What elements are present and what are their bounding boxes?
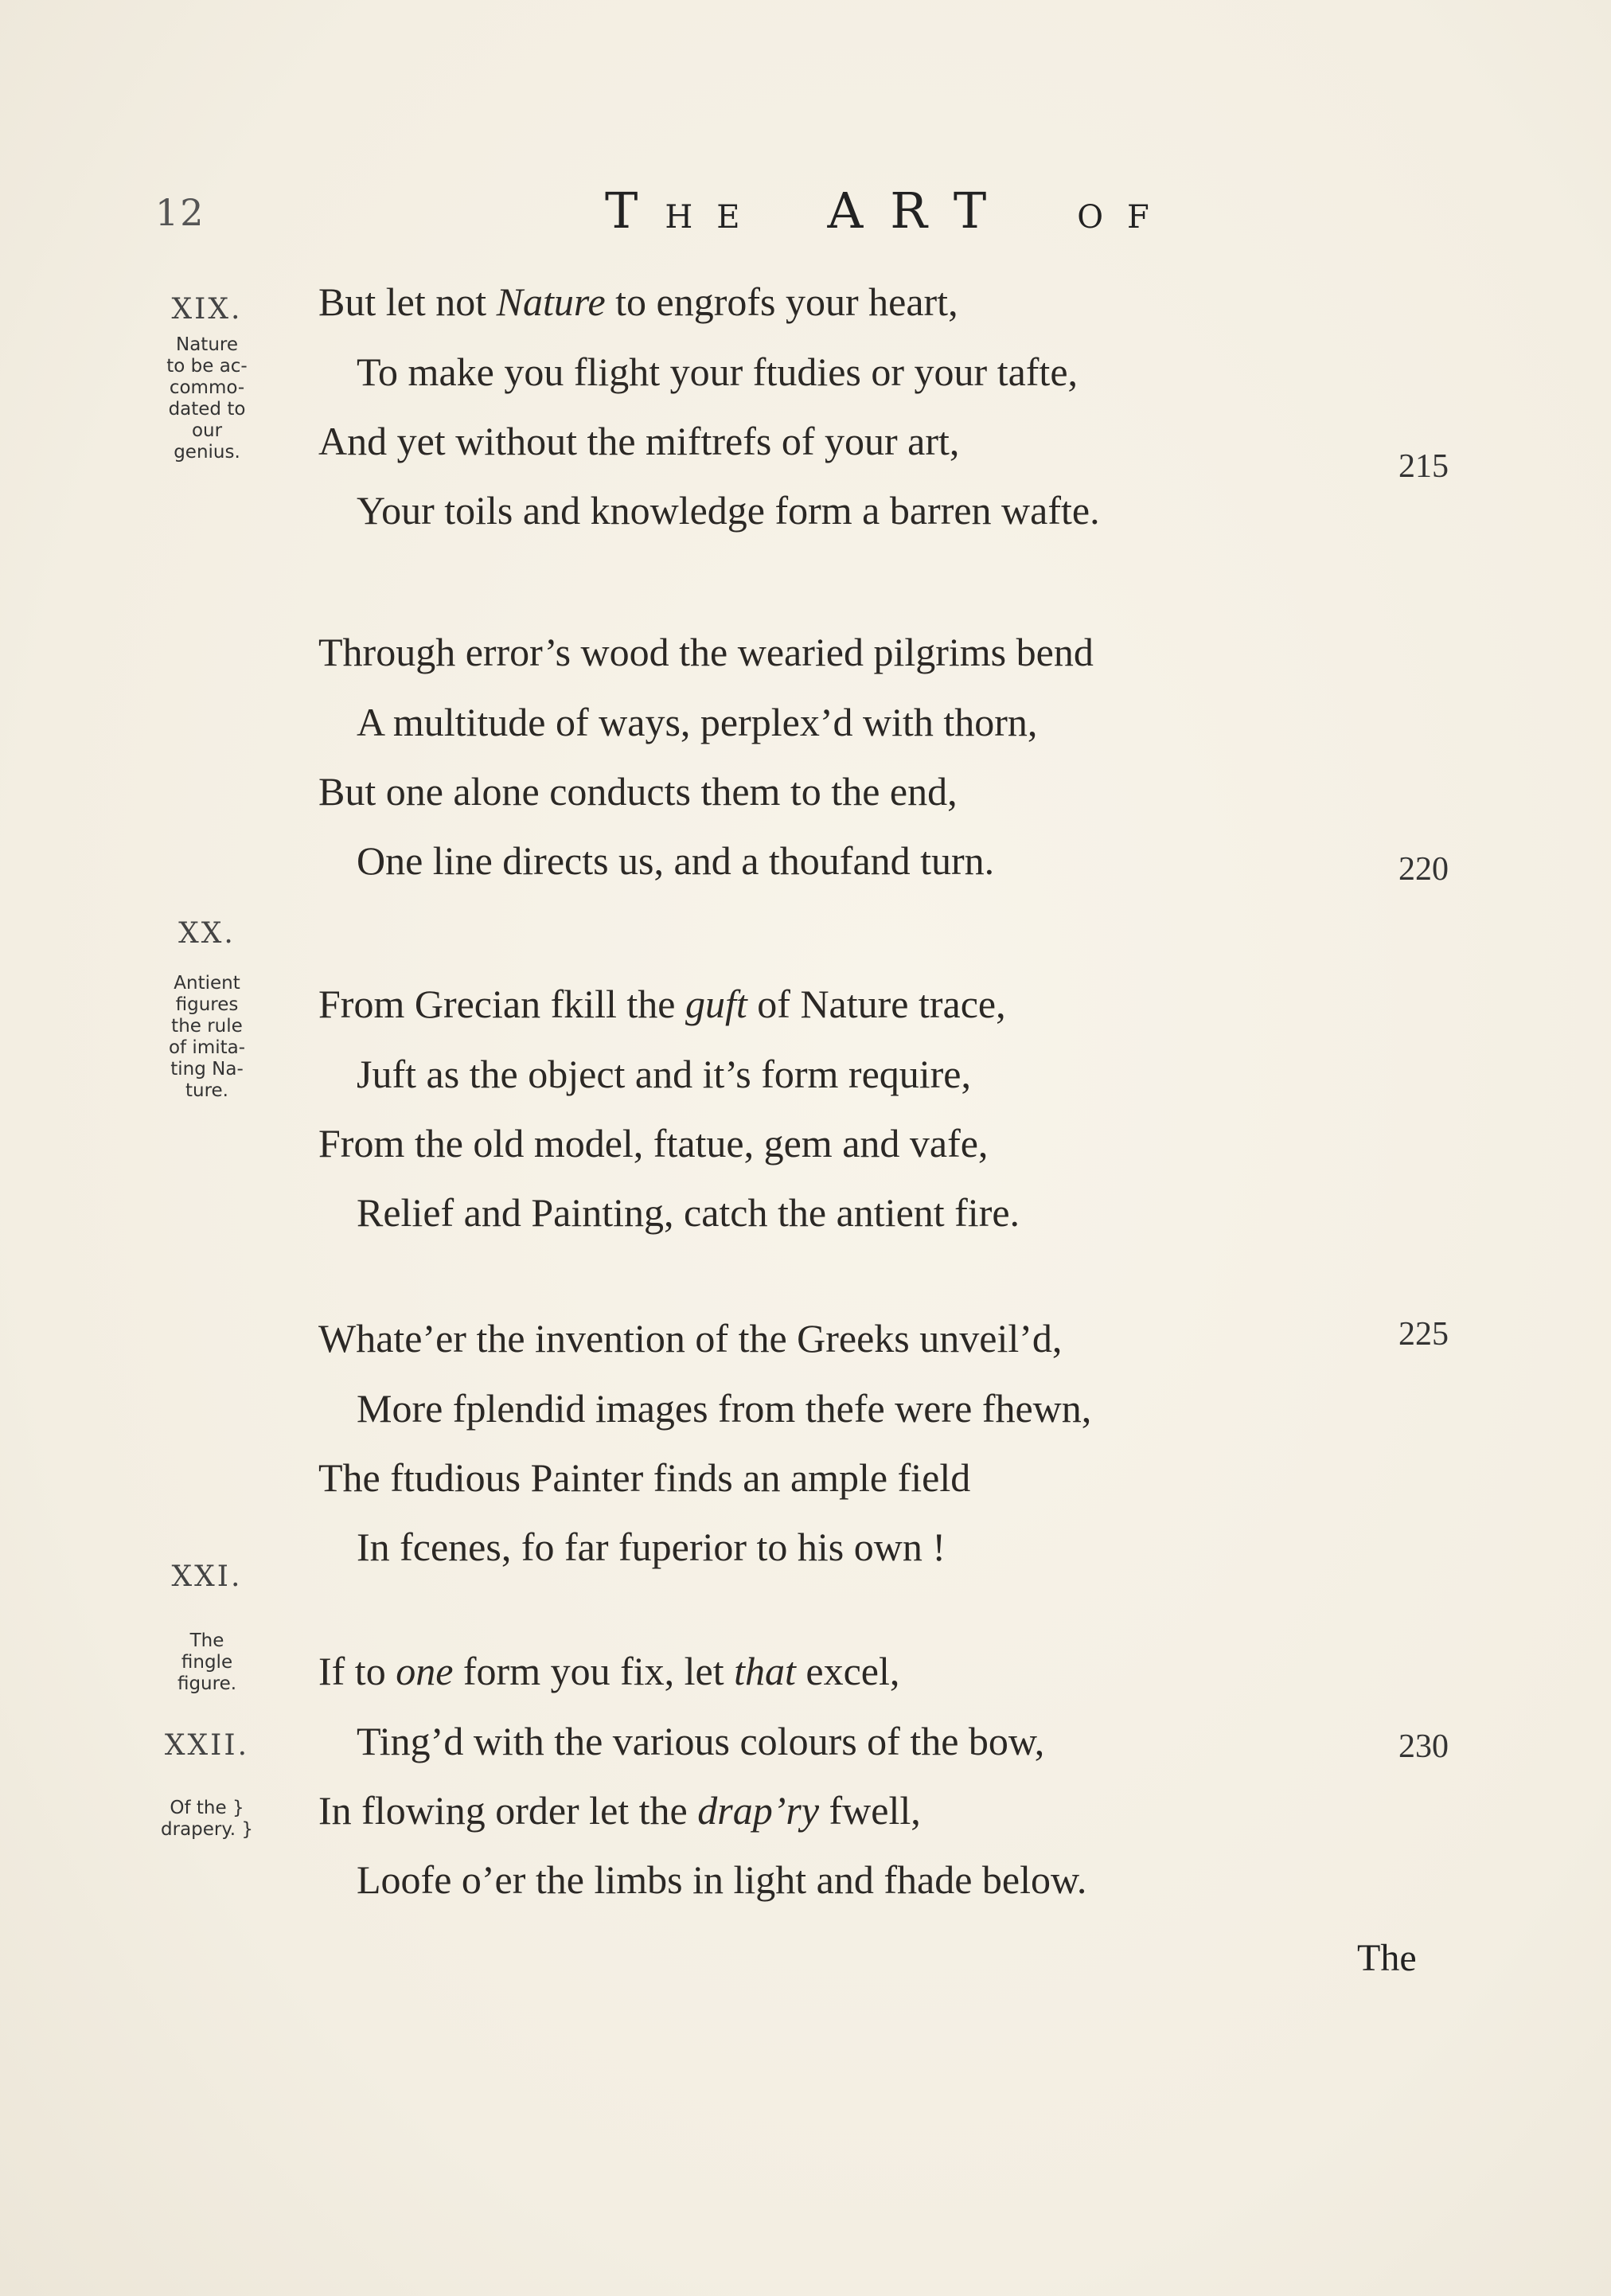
line-number-230: 230	[1398, 1728, 1449, 1765]
italic-word: that	[734, 1649, 796, 1693]
italic-word: guft	[685, 982, 747, 1026]
running-head-word-1: THE	[605, 182, 764, 240]
verse-line: And yet without the miftrefs of your art,	[318, 419, 960, 463]
running-head-word-3: OF	[1077, 199, 1173, 236]
verse-line: From the old model, ftatue, gem and vafe,	[318, 1121, 989, 1166]
verse-line: To make you flight your ftudies or your tafte,	[357, 349, 1079, 394]
verse-line: One line directs us, and a thoufand turn.	[357, 838, 995, 883]
verse-line: But one alone conducts them to the end,	[318, 769, 958, 814]
verse-line: Juft as the object and it’s form require,	[357, 1052, 971, 1096]
verse-line: Ting’d with the various colours of the bow,	[357, 1719, 1045, 1763]
stanza-numeral-xxi: XXI.	[171, 1560, 243, 1593]
italic-word: Nature	[496, 279, 606, 324]
line-number-225: 225	[1398, 1316, 1449, 1353]
line-number-220: 220	[1398, 851, 1449, 888]
verse-line: The ftudious Painter finds an ample field	[318, 1455, 971, 1500]
sidenote-xx: Antient figures the rule of imita- ting Na- ture.	[168, 973, 246, 1101]
verse-line: But let not Nature to engrofs your heart,	[318, 279, 958, 324]
verse-line: Relief and Painting, catch the antient fire.	[357, 1190, 1020, 1235]
italic-word: one	[396, 1649, 454, 1693]
verse-line: In flowing order let the drap’ry fwell,	[318, 1788, 921, 1833]
sidenote-xxii: Of the } drapery. }	[161, 1798, 253, 1840]
stanza-numeral-xxii: XXII.	[164, 1729, 250, 1762]
verse-line: If to one form you fix, let that excel,	[318, 1649, 900, 1693]
verse-line: From Grecian fkill the guft of Nature trace,	[318, 982, 1006, 1026]
verse-line: A multitude of ways, perplex’d with thorn,	[357, 700, 1038, 744]
stanza-numeral-xx: XX.	[178, 917, 236, 950]
verse-line: In fcenes, fo far fuperior to his own !	[357, 1525, 946, 1569]
catchword: The	[1357, 1937, 1417, 1979]
stanza-numeral-xix: XIX.	[171, 293, 243, 326]
verse-line: Through error’s wood the wearied pilgrims bend	[318, 630, 1094, 674]
sidenote-xix: Nature to be ac- commo- dated to our genius.	[166, 334, 248, 463]
verse-line: Your toils and knowledge form a barren wafte.	[357, 488, 1100, 533]
verse-line: More fplendid images from thefe were fhewn,	[357, 1386, 1092, 1431]
sidenote-xxi: The fingle figure.	[177, 1630, 237, 1694]
running-head	[605, 182, 1173, 240]
line-number-215: 215	[1398, 448, 1449, 485]
page-number: 12	[155, 191, 205, 234]
running-head-word-2: ART	[827, 182, 1014, 240]
verse-line: Whate’er the invention of the Greeks unveil’d,	[318, 1316, 1063, 1361]
verse-line: Loofe o’er the limbs in light and fhade below.	[357, 1857, 1087, 1902]
italic-word: drap’ry	[697, 1788, 820, 1833]
